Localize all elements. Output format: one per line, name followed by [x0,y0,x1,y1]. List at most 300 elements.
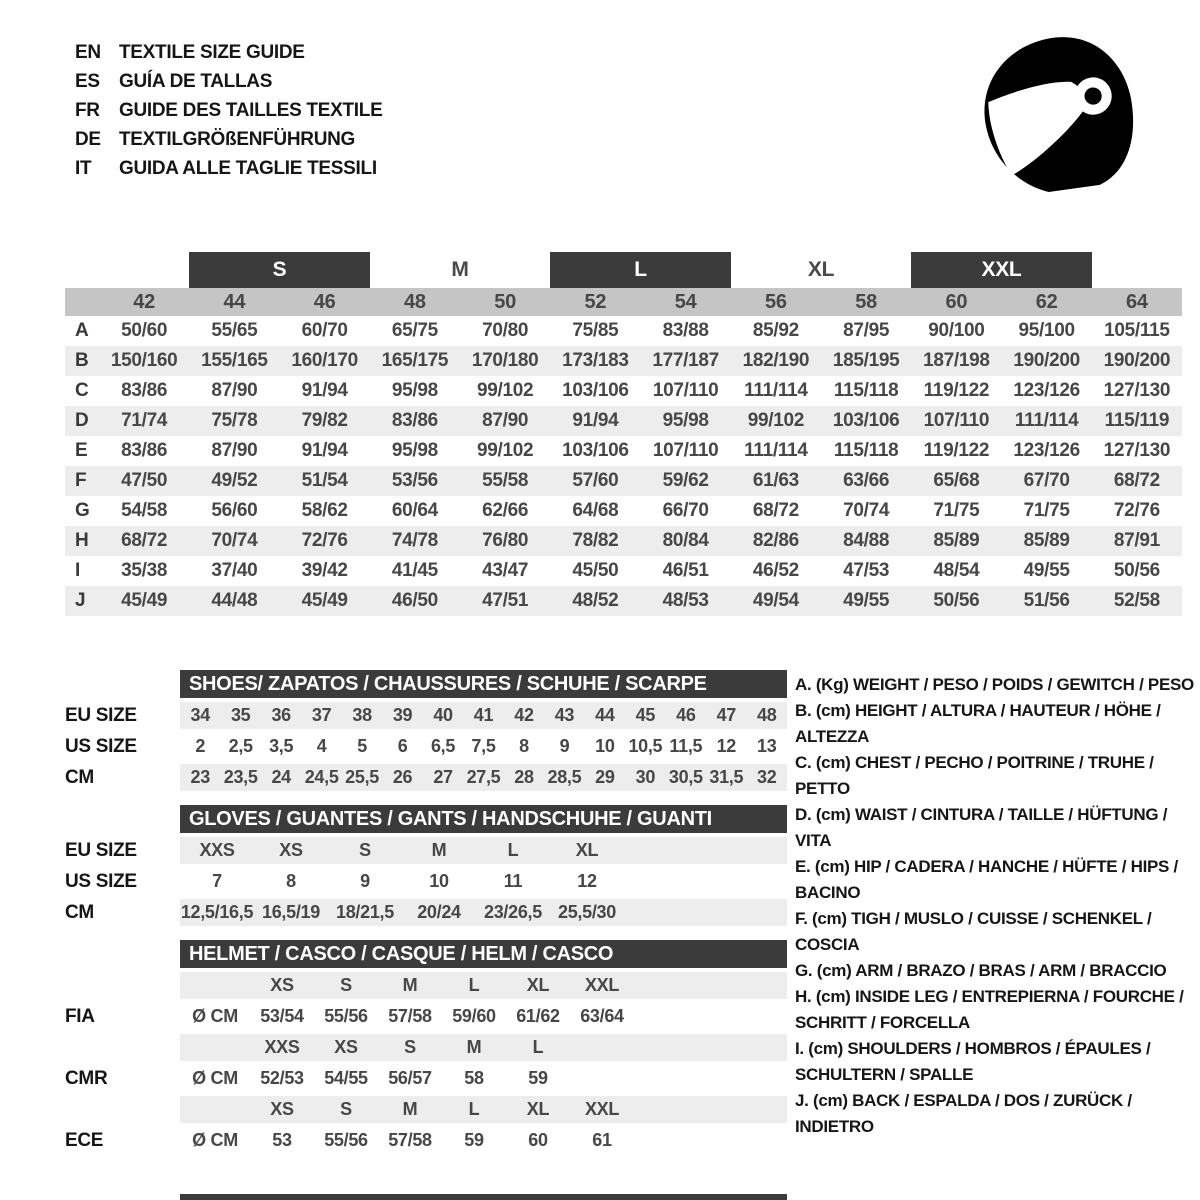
size-value: 25,5 [345,767,380,787]
guide-title: GUIDE DES TAILLES TEXTILE [119,99,383,121]
measure-value: 46/51 [662,560,709,581]
measure-value: 65/75 [391,320,438,341]
measure-value: 155/165 [201,350,268,371]
size-value: 7 [212,871,222,891]
measure-value: 60/64 [391,500,438,521]
helmet-size-label: L [468,1099,480,1119]
table-row [65,837,787,864]
measure-value: 95/98 [391,440,438,461]
measure-value: 47/50 [121,470,168,491]
helmet-size-value: 57/58 [388,1130,432,1150]
measure-value: 115/119 [1104,410,1170,431]
size-value: 34 [190,705,210,725]
cut-off-header-bar [180,1194,787,1200]
measure-value: 79/82 [301,410,348,431]
size-column-header: 58 [855,290,877,313]
measure-row-label: D [75,410,89,431]
measure-value: 111/114 [1014,410,1079,431]
measure-row-label: F [75,470,87,491]
measure-value: 119/122 [923,440,990,461]
shoes-title-bar: SHOES/ ZAPATOS / CHAUSSURES / SCHUHE / SCARPE [180,670,787,698]
measure-value: 123/126 [1013,440,1080,461]
measure-value: 87/90 [211,440,258,461]
measure-value: 50/56 [933,590,980,611]
measure-value: 65/68 [933,470,980,491]
language-title-list [75,38,382,183]
size-value: 28,5 [547,767,582,787]
legend-item: B. (cm) HEIGHT / ALTURA / HAUTEUR / HÖHE / ALTEZZA [795,701,1161,746]
size-value: 24 [271,767,291,787]
diameter-unit-label: Ø CM [192,1130,238,1150]
measure-value: 107/110 [923,410,990,431]
shoes-size-table [65,670,787,791]
size-value: 47 [716,705,736,725]
row-values [180,702,787,729]
size-number-row [65,288,1182,316]
language-row [75,154,382,183]
measure-value: 103/106 [562,380,629,401]
measure-value: 47/51 [482,590,529,611]
racing-helmet-icon [968,28,1148,200]
measure-value: 119/122 [923,380,990,401]
gutter-spacer [65,940,180,968]
language-row [75,38,382,67]
gutter-spacer [65,1034,180,1061]
table-row [65,899,787,926]
gutter-spacer [65,805,180,833]
measure-value: 87/95 [843,320,890,341]
measure-value: 44/48 [211,590,258,611]
measure-value: 111/114 [744,380,808,401]
measure-value: 46/52 [752,560,799,581]
measure-value: 83/86 [391,410,438,431]
measure-value: 87/90 [482,410,529,431]
measure-value: 190/200 [1013,350,1080,371]
legend-item: A. (Kg) WEIGHT / PESO / POIDS / GEWITCH / PESO [795,675,1194,694]
size-column-header: 44 [223,290,246,313]
size-value: 32 [757,767,777,787]
helmet-sizes-row [65,972,787,999]
size-column-header: 48 [404,290,426,313]
size-value: 6 [397,736,408,756]
table-title-row [65,940,787,968]
size-value: 40 [433,705,453,725]
helmet-size-value: 59 [528,1068,548,1088]
helmet-values-row [65,1127,787,1154]
measure-value: 91/94 [301,440,348,461]
language-code: DE [75,128,101,150]
helmet-size-value: 55/56 [324,1006,368,1026]
measure-value: 55/65 [211,320,258,341]
row-values [180,1034,787,1061]
measure-value: 74/78 [391,530,438,551]
measure-value: 56/60 [211,500,258,521]
measure-value: 51/54 [301,470,348,491]
measure-value: 45/49 [301,590,348,611]
size-value: 8 [519,736,529,756]
size-value: 3,5 [269,736,294,756]
helmet-size-label: S [404,1037,416,1057]
table-row [65,556,1182,586]
measure-value: 70/80 [482,320,529,341]
measure-value: 107/110 [652,440,719,461]
measure-value: 50/56 [1113,560,1160,581]
measure-value: 71/75 [933,500,980,521]
measure-value: 47/53 [843,560,890,581]
size-band-xl: XL [807,258,835,281]
table-row [65,406,1182,436]
size-value: 28 [514,767,534,787]
measure-row-label: J [75,590,86,611]
size-value: 48 [757,705,777,725]
table-row [65,586,1182,616]
row-values [180,837,787,864]
size-value: 18/21,5 [336,902,394,922]
row-values [180,733,787,760]
measure-value: 127/130 [1103,380,1171,401]
size-value: 36 [271,705,291,725]
measure-row-label: E [75,440,88,461]
helmet-size-value: 54/55 [324,1068,368,1088]
guide-title: TEXTILGRÖßENFÜHRUNG [119,128,356,150]
legend-item: J. (cm) BACK / ESPALDA / DOS / ZURÜCK / INDIETRO [795,1091,1132,1136]
measure-value: 35/38 [121,560,168,581]
measure-value: 115/118 [833,440,899,461]
measure-value: 48/52 [572,590,619,611]
measure-row-label: I [75,560,80,581]
size-value: 13 [757,736,777,756]
helmet-size-value: 60 [528,1130,548,1150]
language-row [75,96,382,125]
measure-value: 177/187 [652,350,719,371]
measure-value: 95/100 [1018,320,1075,341]
measure-value: 48/53 [662,590,709,611]
row-values [180,1127,787,1154]
measure-value: 45/49 [121,590,168,611]
language-row [75,125,382,154]
row-label-eu-size: EU SIZE [65,839,137,861]
measure-value: 111/114 [744,440,808,461]
measure-value: 187/198 [923,350,990,371]
measure-value: 127/130 [1103,440,1171,461]
helmet-size-label: M [402,1099,418,1119]
helmet-size-value: 59 [464,1130,484,1150]
guide-title: TEXTILE SIZE GUIDE [119,41,305,63]
measure-value: 170/180 [471,350,539,371]
measure-value: 49/52 [211,470,258,491]
measure-value: 72/76 [1113,500,1160,521]
row-values [180,1096,787,1123]
size-value: 31,5 [709,767,744,787]
measure-value: 72/76 [301,530,348,551]
measure-value: 70/74 [211,530,258,551]
size-value: 16,5/19 [262,902,320,922]
size-value: 9 [360,871,370,891]
accessory-tables [65,670,787,1168]
legend-item: H. (cm) INSIDE LEG / ENTREPIERNA / FOURCHE / SCHRITT / FORCELLA [795,987,1184,1032]
size-column-header: 62 [1035,290,1058,313]
helmet-size-value: 55/56 [324,1130,368,1150]
measure-value: 52/58 [1113,590,1160,611]
measure-value: 76/80 [482,530,529,551]
size-band-l: L [550,252,731,288]
helmet-size-label: XXL [584,975,620,995]
measure-value: 190/200 [1103,350,1171,371]
size-value: 12 [716,736,736,756]
measure-value: 99/102 [476,380,534,401]
row-values [180,868,787,895]
measure-value: 50/60 [121,320,168,341]
helmet-size-label: XXL [584,1099,620,1119]
helmet-size-value: 57/58 [388,1006,432,1026]
table-row [65,733,787,760]
helmet-size-label: XS [270,1099,294,1119]
measure-value: 54/58 [121,500,168,521]
measure-value: 173/183 [562,350,629,371]
helmet-title-bar: HELMET / CASCO / CASQUE / HELM / CASCO [180,940,787,968]
measure-value: 66/70 [662,500,709,521]
size-value: 11,5 [669,736,703,756]
measure-value: 123/126 [1013,380,1080,401]
measure-value: 71/75 [1023,500,1070,521]
measure-value: 105/115 [1104,320,1170,341]
gutter-spacer [65,972,180,999]
measure-value: 85/89 [1023,530,1070,551]
size-value: 12,5/16,5 [180,902,254,922]
measure-value: 68/72 [121,530,168,551]
table-row [65,436,1182,466]
measure-value: 41/45 [391,560,438,581]
size-value: 10,5 [628,736,663,756]
measure-row-label: G [75,500,90,521]
size-value: XS [279,840,303,860]
measure-value: 91/94 [572,410,619,431]
size-value: L [507,840,519,860]
helmet-size-label: L [532,1037,544,1057]
size-value: 10 [595,736,615,756]
row-values [180,764,787,791]
size-column-header: 60 [945,290,968,313]
size-value: 46 [676,705,696,725]
measure-value: 64/68 [572,500,619,521]
measure-value: 48/54 [933,560,980,581]
size-value: 27,5 [466,767,501,787]
table-row [65,376,1182,406]
gloves-title-bar: GLOVES / GUANTES / GANTS / HANDSCHUHE / GUANTI [180,805,787,833]
language-code: ES [75,70,100,92]
measure-value: 63/66 [843,470,890,491]
size-value: 6,5 [430,736,456,756]
measure-value: 61/63 [752,470,799,491]
size-value: 20/24 [417,902,461,922]
measurement-rows [65,316,1182,616]
helmet-size-value: 53/54 [260,1006,304,1026]
helmet-size-label: XS [270,975,294,995]
size-value: 12 [577,871,597,891]
size-value: 43 [554,705,575,725]
legend-item: I. (cm) SHOULDERS / HOMBROS / ÉPAULES / SCHULTERN / SPALLE [795,1039,1151,1084]
measure-value: 39/42 [301,560,348,581]
legend-item: G. (cm) ARM / BRAZO / BRAS / ARM / BRACCIO [795,961,1167,980]
measure-row-label: C [75,380,89,401]
helmet-size-value: 61/62 [516,1006,560,1026]
measure-value: 90/100 [928,320,985,341]
size-value: 8 [286,871,296,891]
standard-label-fia: FIA [65,1005,95,1027]
size-column-header: 54 [674,290,697,313]
helmet-size-value: 52/53 [260,1068,304,1088]
measure-value: 46/50 [391,590,438,611]
size-column-header: 56 [765,290,787,313]
measure-value: 71/74 [121,410,168,431]
size-band-row [65,252,1182,288]
size-value: S [359,840,371,860]
size-value: 27 [433,767,453,787]
size-column-header: 52 [584,290,607,313]
table-title-row [65,670,787,698]
size-value: 23 [190,767,210,787]
measure-value: 103/106 [562,440,629,461]
helmet-size-label: M [466,1037,482,1057]
row-label-eu-size: EU SIZE [65,704,137,726]
standard-label-cmr: CMR [65,1067,108,1089]
measure-value: 99/102 [476,440,534,461]
measure-value: 43/47 [482,560,529,581]
helmet-size-label: S [340,975,352,995]
size-value: 45 [635,705,656,725]
size-value: M [431,840,447,860]
measure-value: 45/50 [572,560,619,581]
size-value: 30 [635,767,656,787]
helmet-size-value: 58 [464,1068,484,1088]
measure-row-label: B [75,350,89,371]
measure-value: 150/160 [110,350,178,371]
measure-value: 53/56 [391,470,438,491]
measure-value: 49/55 [843,590,890,611]
helmet-size-label: M [402,975,418,995]
size-value: XXS [199,840,235,860]
measure-value: 95/98 [391,380,438,401]
measure-value: 49/55 [1023,560,1070,581]
measure-value: 107/110 [652,380,719,401]
measure-value: 185/195 [832,350,900,371]
measurement-legend [795,672,1197,1140]
measure-value: 165/175 [381,350,449,371]
helmet-size-value: 53 [272,1130,292,1150]
gloves-size-table [65,805,787,926]
size-band-s: S [189,252,370,288]
helmet-size-value: 61 [592,1130,612,1150]
size-value: 2 [195,736,206,756]
size-value: 4 [316,736,327,756]
size-value: 29 [595,767,615,787]
measure-value: 85/92 [752,320,799,341]
measure-value: 60/70 [301,320,348,341]
measure-value: 95/98 [662,410,709,431]
size-value: XL [575,840,599,860]
measure-value: 58/62 [301,500,348,521]
helmet-sizes-row [65,1096,787,1123]
helmet-size-value: 59/60 [452,1006,496,1026]
measure-value: 78/82 [572,530,619,551]
size-value: 30,5 [668,767,703,787]
helmet-size-label: L [468,975,480,995]
row-label-cm: CM [65,901,94,923]
table-title-row [65,805,787,833]
measure-value: 84/88 [843,530,890,551]
size-value: 41 [473,705,494,725]
legend-item: F. (cm) TIGH / MUSLO / CUISSE / SCHENKEL / COSCIA [795,909,1152,954]
measure-value: 59/62 [662,470,709,491]
measure-value: 68/72 [752,500,799,521]
helmet-size-table [65,940,787,1154]
helmet-size-label: XXS [264,1037,300,1057]
row-label-cm: CM [65,766,94,788]
size-value: 26 [392,767,413,787]
size-value: 25,5/30 [558,902,616,922]
size-value: 35 [230,705,251,725]
measure-value: 49/54 [752,590,799,611]
row-values [180,1003,787,1030]
helmet-size-label: XL [526,1099,550,1119]
size-column-header: 42 [133,290,155,313]
language-code: EN [75,41,101,63]
legend-item: E. (cm) HIP / CADERA / HANCHE / HÜFTE / HIPS / BACINO [795,857,1178,902]
measure-value: 83/86 [121,380,168,401]
measure-value: 87/90 [211,380,258,401]
measure-value: 57/60 [572,470,619,491]
helmet-size-label: XS [334,1037,358,1057]
size-value: 2,5 [228,736,253,756]
helmet-values-row [65,1003,787,1030]
size-value: 44 [595,705,615,725]
measure-value: 115/118 [833,380,899,401]
standard-label-ece: ECE [65,1129,104,1151]
size-value: 9 [559,736,570,756]
measure-row-label: H [75,530,89,551]
measure-value: 62/66 [482,500,529,521]
table-row [65,466,1182,496]
helmet-sizes-row [65,1034,787,1061]
measure-value: 70/74 [843,500,890,521]
size-value: 5 [357,736,367,756]
size-value: 39 [392,705,413,725]
size-column-header: 46 [313,290,336,313]
measure-value: 51/56 [1023,590,1070,611]
measure-value: 103/106 [832,410,900,431]
measure-value: 82/86 [752,530,799,551]
measure-value: 99/102 [747,410,805,431]
measure-value: 55/58 [482,470,529,491]
size-value: 23/26,5 [484,902,542,922]
table-row [65,868,787,895]
row-values [180,899,787,926]
measure-value: 91/94 [301,380,348,401]
size-column-header: 50 [494,290,516,313]
size-value: 42 [514,705,534,725]
table-row [65,526,1182,556]
measure-value: 75/85 [572,320,619,341]
helmet-size-value: 56/57 [388,1068,432,1088]
measure-row-label: A [75,320,89,341]
size-column-header: 64 [1126,290,1148,313]
row-values [180,972,787,999]
size-band-m: M [451,258,469,281]
corner-cell [65,288,99,316]
size-value: 24,5 [304,767,339,787]
helmet-size-label: S [340,1099,352,1119]
measure-value: 85/89 [933,530,980,551]
